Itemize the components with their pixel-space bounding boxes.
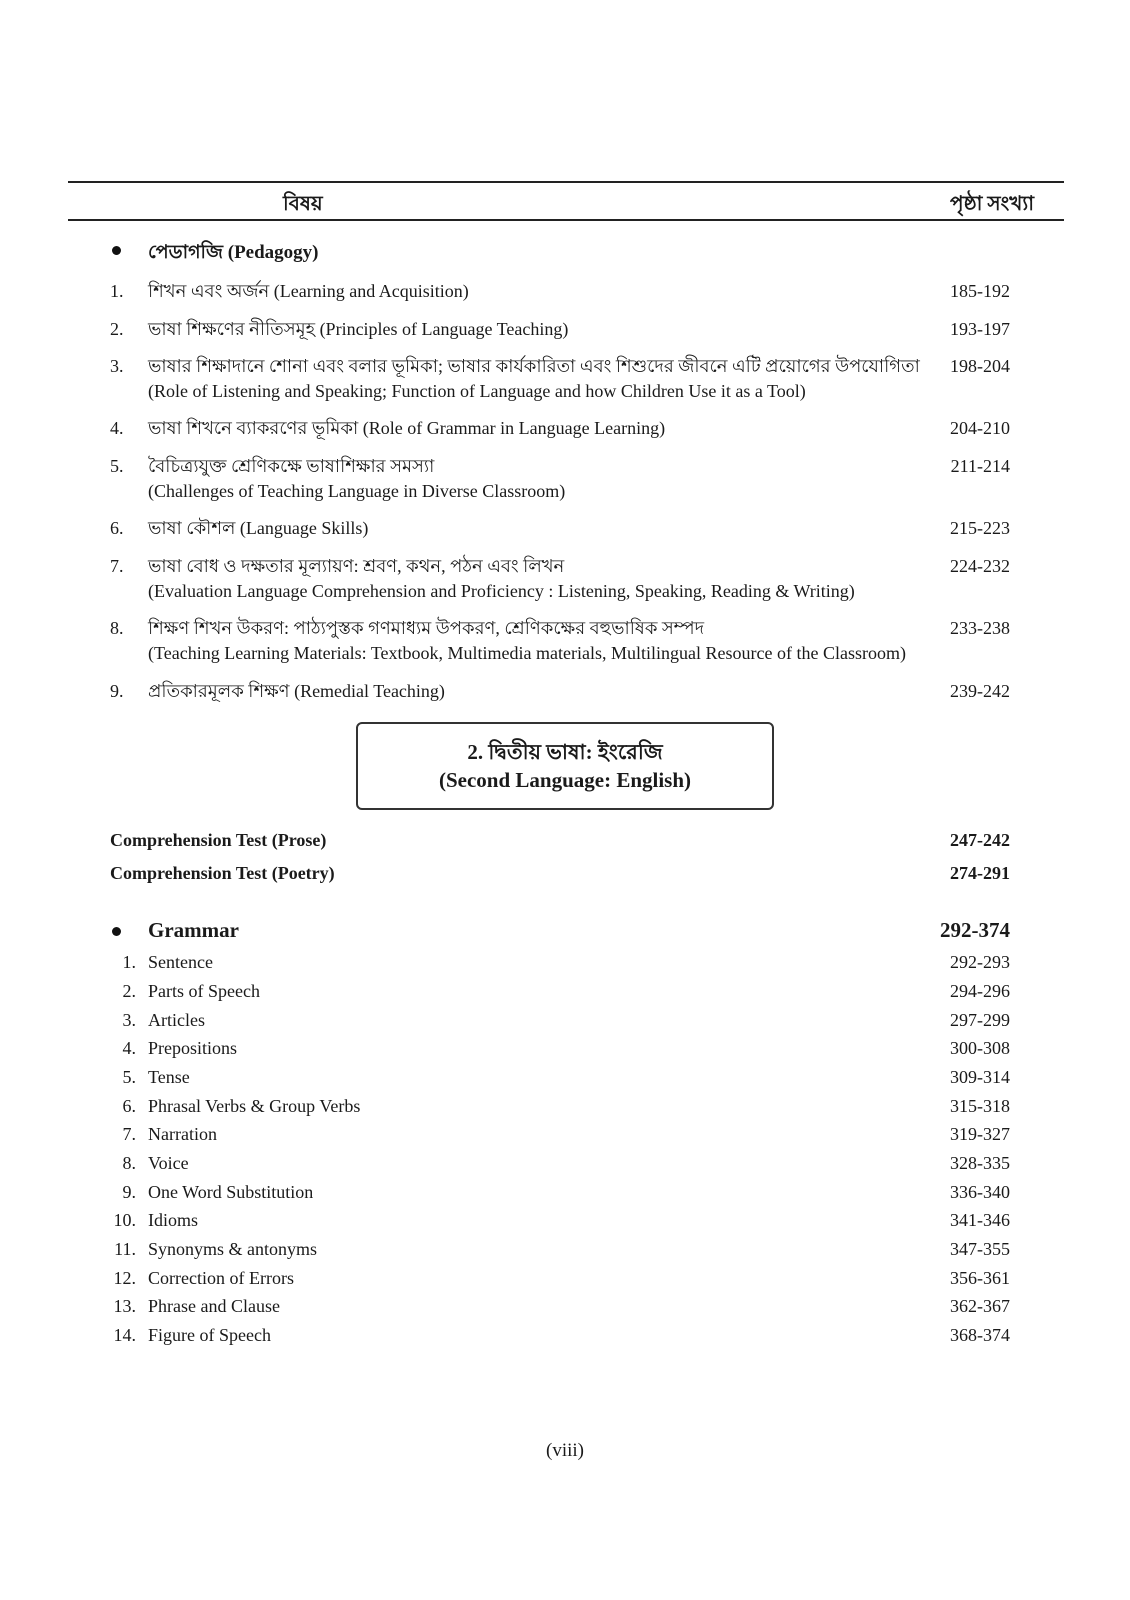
item-pages: 336-340	[950, 1182, 1010, 1202]
item-number: 3.	[110, 356, 124, 376]
item-pages: 319-327	[950, 1124, 1010, 1144]
item-number: 2.	[122, 981, 136, 1001]
page-number-footer: (viii)	[546, 1440, 584, 1461]
item-number: 9.	[110, 681, 124, 701]
item-number: 14.	[113, 1325, 136, 1345]
comprehension-pages: 247-242	[950, 830, 1010, 850]
item-number: 4.	[110, 418, 124, 438]
item-title: Narration	[148, 1124, 217, 1144]
item-pages: 297-299	[950, 1010, 1010, 1030]
item-number: 6.	[110, 518, 124, 538]
item-subtitle: (Role of Listening and Speaking; Function of Language and how Children Use it as a Tool)	[148, 381, 806, 401]
item-pages: 215-223	[950, 518, 1010, 538]
item-number: 13.	[113, 1296, 136, 1316]
item-number: 5.	[110, 456, 124, 476]
section-2-heading-box	[356, 722, 774, 810]
item-number: 6.	[122, 1096, 136, 1116]
item-title: ভাষা শিখনে ব্যাকরণের ভূমিকা (Role of Grammar in Language Learning)	[148, 418, 666, 438]
item-pages: 193-197	[950, 319, 1010, 339]
item-pages: 341-346	[950, 1210, 1010, 1230]
item-title: Parts of Speech	[148, 981, 260, 1001]
item-number: 1.	[110, 281, 124, 301]
item-pages: 309-314	[950, 1067, 1010, 1087]
item-title: বৈচিত্র্যযুক্ত শ্রেণিকক্ষে ভাষাশিক্ষার সমস্যা	[148, 456, 435, 476]
comprehension-pages: 274-291	[950, 863, 1010, 883]
pedagogy-title: পেডাগজি (Pedagogy)	[148, 242, 319, 263]
item-title: ভাষা বোধ ও দক্ষতার মূল্যায়ণ: শ্রবণ, কথন, পঠন এবং লিখন	[148, 556, 565, 576]
item-title: Synonyms & antonyms	[148, 1239, 318, 1259]
item-number: 2.	[110, 319, 124, 339]
item-number: 8.	[110, 618, 124, 638]
bullet-icon	[112, 246, 121, 255]
section-2-title-en: (Second Language: English)	[438, 768, 692, 792]
item-pages: 315-318	[950, 1096, 1010, 1116]
item-pages: 362-367	[950, 1296, 1010, 1316]
item-title: ভাষা কৌশল (Language Skills)	[148, 518, 369, 538]
comprehension-label: Comprehension Test (Prose)	[110, 830, 327, 850]
item-pages: 233-238	[950, 618, 1010, 638]
item-title: Voice	[148, 1153, 189, 1173]
item-title: One Word Substitution	[148, 1182, 314, 1202]
item-pages: 211-214	[950, 456, 1010, 476]
item-pages: 356-361	[950, 1268, 1010, 1288]
item-subtitle: (Challenges of Teaching Language in Diverse Classroom)	[148, 481, 566, 501]
grammar-title: Grammar	[148, 918, 239, 942]
item-pages: 224-232	[950, 556, 1010, 576]
item-title: Figure of Speech	[148, 1325, 271, 1345]
item-number: 1.	[122, 952, 136, 972]
item-subtitle: (Evaluation Language Comprehension and Proficiency : Listening, Speaking, Reading & Writing)	[148, 581, 855, 601]
item-title: Articles	[148, 1010, 205, 1030]
item-pages: 294-296	[950, 981, 1010, 1001]
item-pages: 198-204	[950, 356, 1010, 376]
item-title: প্রতিকারমূলক শিক্ষণ (Remedial Teaching)	[148, 681, 445, 701]
section-2-title-bn: 2. দ্বিতীয় ভাষা: ইংরেজি	[467, 740, 663, 764]
item-title: Phrasal Verbs & Group Verbs	[148, 1096, 361, 1116]
bullet-icon	[112, 927, 121, 936]
item-number: 12.	[113, 1268, 136, 1288]
item-pages: 300-308	[950, 1038, 1010, 1058]
comprehension-label: Comprehension Test (Poetry)	[110, 863, 335, 883]
item-pages: 347-355	[950, 1239, 1010, 1259]
item-title: Idioms	[148, 1210, 199, 1230]
item-pages: 185-192	[950, 281, 1010, 301]
item-title: Sentence	[148, 952, 213, 972]
item-number: 11.	[114, 1239, 136, 1259]
item-number: 4.	[122, 1038, 136, 1058]
item-subtitle: (Teaching Learning Materials: Textbook, Multimedia materials, Multilingual Resource of the Classroom)	[148, 643, 906, 663]
item-number: 7.	[110, 556, 124, 576]
item-title: Correction of Errors	[148, 1268, 294, 1288]
item-number: 9.	[122, 1182, 136, 1202]
item-number: 5.	[122, 1067, 136, 1087]
table-header	[68, 181, 1064, 221]
item-pages: 328-335	[950, 1153, 1010, 1173]
item-title: শিক্ষণ শিখন উকরণ: পাঠ্যপুস্তক গণমাধ্যম উপকরণ, শ্রেণিকক্ষের বহুভাষিক সম্পদ	[148, 618, 705, 638]
header-subject: বিষয়	[283, 193, 323, 215]
item-title: শিখন এবং অর্জন (Learning and Acquisition)	[148, 281, 469, 301]
item-number: 3.	[122, 1010, 136, 1030]
grammar-pages: 292-374	[940, 918, 1010, 942]
item-pages: 204-210	[950, 418, 1010, 438]
item-title: Prepositions	[148, 1038, 238, 1058]
item-number: 7.	[122, 1124, 136, 1144]
item-title: ভাষা শিক্ষণের নীতিসমূহ (Principles of Language Teaching)	[148, 319, 569, 339]
item-title: Phrase and Clause	[148, 1296, 280, 1316]
item-title: Tense	[148, 1067, 190, 1087]
item-pages: 292-293	[950, 952, 1010, 972]
item-pages: 239-242	[950, 681, 1010, 701]
item-number: 8.	[122, 1153, 136, 1173]
header-page-number: পৃষ্ঠা সংখ্যা	[950, 193, 1034, 215]
item-title: ভাষার শিক্ষাদানে শোনা এবং বলার ভূমিকা; ভাষার কার্যকারিতা এবং শিশুদের জীবনে এটি প্রয়োগের উপযোগিতা	[148, 356, 920, 376]
item-pages: 368-374	[950, 1325, 1010, 1345]
item-number: 10.	[113, 1210, 136, 1230]
